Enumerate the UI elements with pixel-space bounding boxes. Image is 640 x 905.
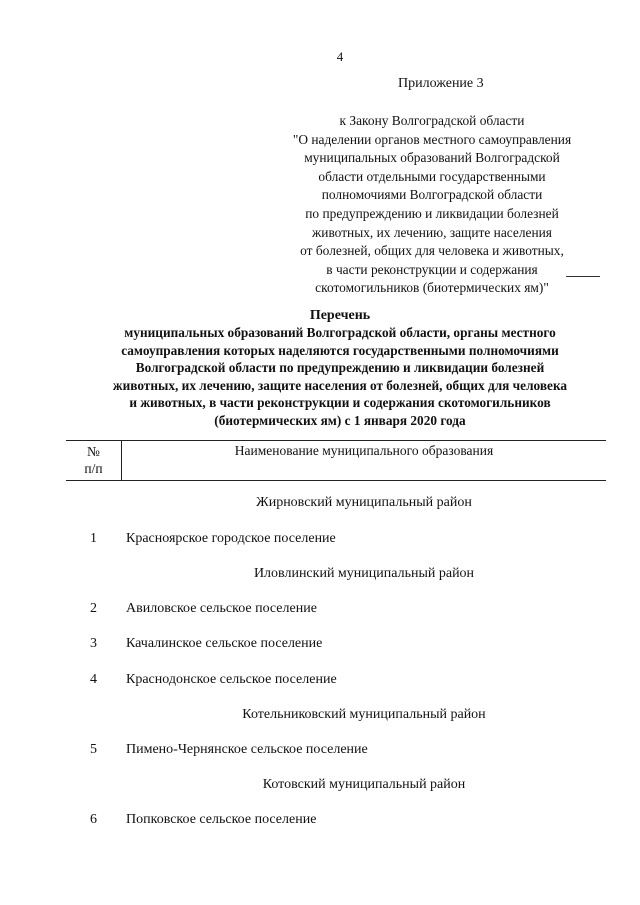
law-reference-line: муниципальных образований Волгоградской [304,150,560,166]
list-title: Перечень [309,308,371,323]
list-subtitle-line: муниципальных образований Волгоградской области, органы местного [124,325,556,340]
list-subtitle-line: и животных, в части реконструкции и содержания скотомогильников [129,395,551,410]
list-subtitle [70,324,610,429]
law-reference-line: в части реконструкции и содержания [326,261,538,277]
law-reference-line: полномочиями Волгоградской области [321,187,543,203]
law-reference-line: от болезней, общих для человека и животных, [300,243,564,259]
column-header-number [66,443,121,477]
list-subtitle-line: Волгоградской области по предупреждению и ликвидации болезней [135,360,545,375]
row-name: Авиловское сельское поселение [126,601,317,616]
law-reference-underline [566,276,600,277]
row-name: Пимено-Чернянское сельское поселение [126,742,368,757]
column-header-number-abbrev: п/п [84,461,103,476]
table-top-border [66,440,606,441]
column-header-name: Наименование муниципального образования [234,443,494,458]
list-subtitle-line: самоуправления которых наделяются государственными полномочиями [121,342,559,358]
law-reference-line: животных, их лечению, защите населения [312,224,552,240]
district-heading: Иловлинский муниципальный район [253,566,475,581]
law-reference [262,112,602,298]
district-heading: Жирновский муниципальный район [256,495,472,510]
row-name: Качалинское сельское поселение [126,636,323,651]
list-subtitle-line: животных, их лечению, защите населения от болезней, общих для человека [112,377,568,393]
law-reference-line: области отдельными государственными [318,168,546,184]
law-reference-line: по предупреждению и ликвидации болезней [305,205,559,221]
row-number: 5 [90,742,97,757]
row-number: 1 [90,531,97,546]
district-heading: Котельниковский муниципальный район [242,707,486,722]
row-name: Красноярское городское поселение [126,531,336,546]
list-subtitle-line: (биотермических ям) с 1 января 2020 года [214,412,466,428]
row-number: 2 [90,601,97,616]
row-number: 3 [90,636,97,651]
law-reference-line: к Закону Волгоградской области [339,113,525,128]
column-header-number-symbol: № [87,444,100,459]
law-reference-line: скотомогильников (биотермических ям)" [315,280,549,296]
row-number: 6 [90,812,97,827]
row-number: 4 [90,672,97,687]
district-heading: Котовский муниципальный район [262,777,466,792]
row-name: Попковское сельское поселение [126,812,317,827]
page-number: 4 [336,49,344,64]
law-reference-line: "О наделении органов местного самоуправления [292,131,572,147]
appendix-label: Приложение 3 [398,76,484,91]
row-name: Краснодонское сельское поселение [126,672,337,687]
table-header-bottom-border [66,480,606,481]
